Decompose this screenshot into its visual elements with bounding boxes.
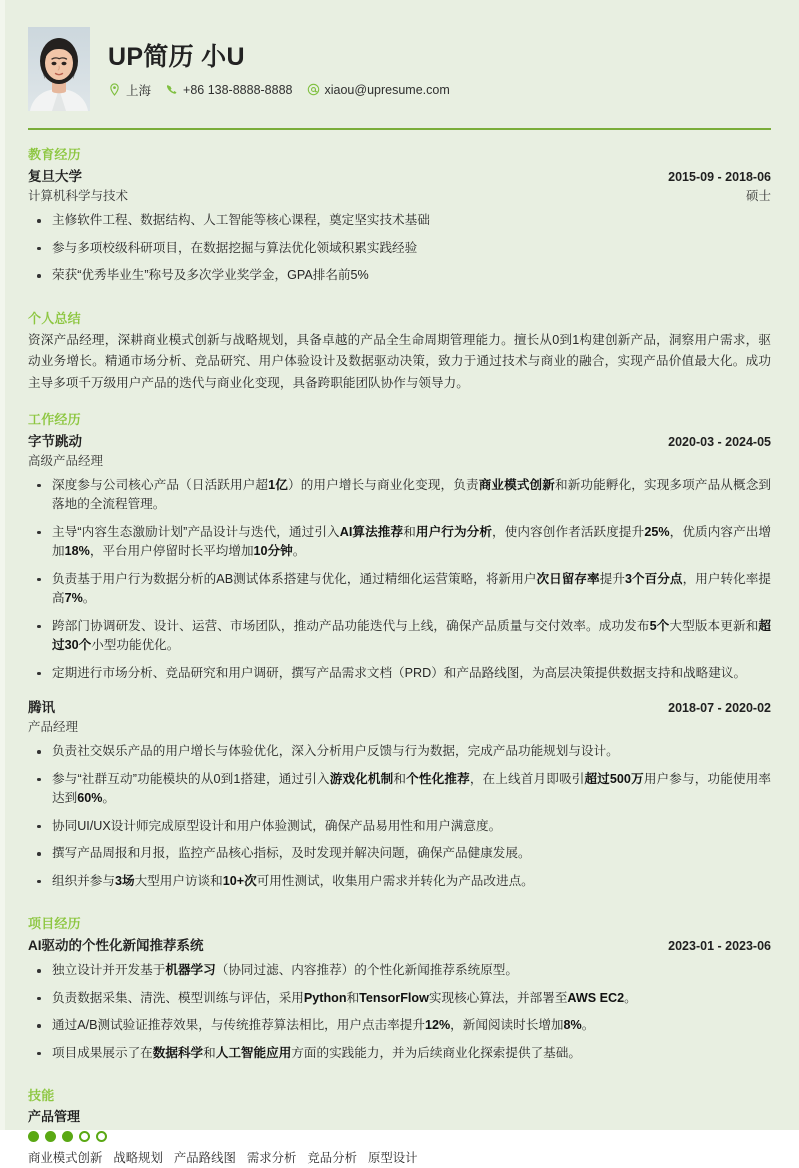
resume-header [28,0,771,119]
skill-tag-list [28,1149,771,1168]
bullet-item: 撰写产品周报和月报，监控产品核心指标，及时发现并解决问题，确保产品健康发展。 [28,844,771,864]
skill-tag: 战略规划 [113,1151,163,1166]
education-date: 2015-09 - 2018-06 [668,170,771,184]
contact-location-value: 上海 [126,83,152,98]
bullet-item: 定期进行市场分析、竞品研究和用户调研，撰写产品需求文档（PRD）和产品路线图，为高层决策提供数据支持和战略建议。 [28,664,771,684]
work-date: 2018-07 - 2020-02 [668,701,771,716]
location-pin-icon [108,83,121,96]
skill-level-dots [28,1131,771,1142]
education-bullets [28,211,771,286]
skill-dot-filled [28,1131,39,1142]
bullet-item: 独立设计并开发基于机器学习（协同过滤、内容推荐）的个性化新闻推荐系统原型。 [28,961,771,981]
section-work [28,395,771,892]
bullet-item: 参与“社群互动”功能模块的从0到1搭建，通过引入游戏化机制和个性化推荐，在上线首月即吸引超过500万用户参与，功能使用率达到60%。 [28,770,771,809]
bullet-item: 参与多项校级科研项目，在数据挖掘与算法优化领域积累实践经验 [28,239,771,259]
bullet-item: 荣获“优秀毕业生”称号及多次学业奖学金，GPA排名前5% [28,266,771,286]
phone-icon [165,83,178,96]
skill-tag: 产品路线图 [173,1151,236,1166]
section-skills [28,1071,771,1168]
project-date: 2023-01 - 2023-06 [668,939,771,954]
bullet-item: 组织并参与3场大型用户访谈和10+次可用性测试，收集用户需求并转化为产品改进点。 [28,872,771,892]
work-entry [28,696,771,891]
bullet-list [28,476,771,684]
education-school: 复旦大学 [28,169,82,184]
education-major: 计算机科学与技术 [28,189,129,203]
section-title-work: 工作经历 [28,411,81,427]
skill-dot-empty [79,1131,90,1142]
header-text-block [108,39,771,99]
bullet-item: 深度参与公司核心产品（日活跃用户超1亿）的用户增长与商业化变现，负责商业模式创新和新功能孵化，实现多项产品从概念到落地的全流程管理。 [28,476,771,515]
contact-location [108,81,151,99]
skill-tag: 需求分析 [246,1151,297,1166]
bullet-item: 通过A/B测试验证推荐效果，与传统推荐算法相比，用户点击率提升12%，新闻阅读时长增加8%。 [28,1016,771,1036]
contact-phone-value: +86 138-8888-8888 [183,82,293,97]
email-at-icon [307,83,320,96]
section-title-projects: 项目经历 [28,916,81,932]
work-role: 高级产品经理 [28,453,104,468]
bullet-item: 项目成果展示了在数据科学和人工智能应用方面的实践能力，并为后续商业化探索提供了基础。 [28,1044,771,1064]
section-education [28,130,771,286]
section-summary [28,294,771,395]
bullet-item: 主修软件工程、数据结构、人工智能等核心课程，奠定坚实技术基础 [28,211,771,231]
contact-email-value: xiaou@upresume.com [324,82,450,97]
work-entry [28,430,771,684]
project-entry [28,934,771,1063]
skill-group-list [28,1106,771,1168]
skill-group [28,1106,771,1168]
bullet-item: 负责数据采集、清洗、模型训练与评估，采用Python和TensorFlow实现核心算法，并部署至AWS EC2。 [28,989,771,1009]
skill-tag: 原型设计 [367,1151,418,1166]
bullet-item: 负责基于用户行为数据分析的AB测试体系搭建与优化，通过精细化运营策略，将新用户次日留存率提升3个百分点，用户转化率提高7%。 [28,570,771,609]
work-date: 2020-03 - 2024-05 [668,434,771,449]
bullet-item: 负责社交娱乐产品的用户增长与体验优化，深入分析用户反馈与行为数据，完成产品功能规划与设计。 [28,742,771,762]
contact-email [307,83,450,97]
section-title-summary: 个人总结 [28,310,81,326]
section-title-education: 教育经历 [28,147,81,162]
bullet-item: 主导“内容生态激励计划”产品设计与迭代，通过引入AI算法推荐和用户行为分析，使内容创作者活跃度提升25%，优质内容产出增加18%，平台用户停留时长平均增加10分钟。 [28,523,771,562]
skill-group-name: 产品管理 [28,1109,81,1125]
skill-dot-filled [45,1131,56,1142]
education-degree: 硕士 [745,189,771,203]
profile-photo-illustration [28,27,90,111]
project-name: AI驱动的个性化新闻推荐系统 [28,938,204,954]
skill-dot-filled [62,1131,73,1142]
summary-text: 资深产品经理，深耕商业模式创新与战略规划，具备卓越的产品全生命周期管理能力。擅长从0到1构建创新产品，洞察用户需求，驱动业务增长。精通市场分析、竞品研究、用户体验设计及数据驱动决策，致力于通过技术与商业的融合，实现产品价值最大化。成功主导多项千万级用户产品的迭代与商业化变现，具备跨职能团队协作与领导力。 [28,332,771,390]
work-entry-list [28,430,771,892]
work-role: 产品经理 [28,720,79,735]
project-entry-list [28,934,771,1063]
skill-tag: 商业模式创新 [28,1151,103,1166]
work-company: 腾讯 [28,700,55,716]
work-company: 字节跳动 [28,433,82,449]
bullet-list [28,742,771,891]
bullet-list [28,961,771,1063]
contact-phone [165,83,292,97]
section-projects [28,899,771,1063]
education-entry [28,165,771,286]
skill-dot-empty [96,1131,107,1142]
skill-tag: 竞品分析 [307,1151,357,1166]
avatar [28,27,90,111]
page-title: UP简历 小U [108,43,245,72]
bullet-item: 协同UI/UX设计师完成原型设计和用户体验测试，确保产品易用性和用户满意度。 [28,817,771,837]
contact-line [108,81,771,99]
bullet-item: 跨部门协调研发、设计、运营、市场团队，推动产品功能迭代与上线，确保产品质量与交付效率。成功发布5个大型版本更新和超过30个小型功能优化。 [28,617,771,656]
section-title-skills: 技能 [28,1088,55,1104]
